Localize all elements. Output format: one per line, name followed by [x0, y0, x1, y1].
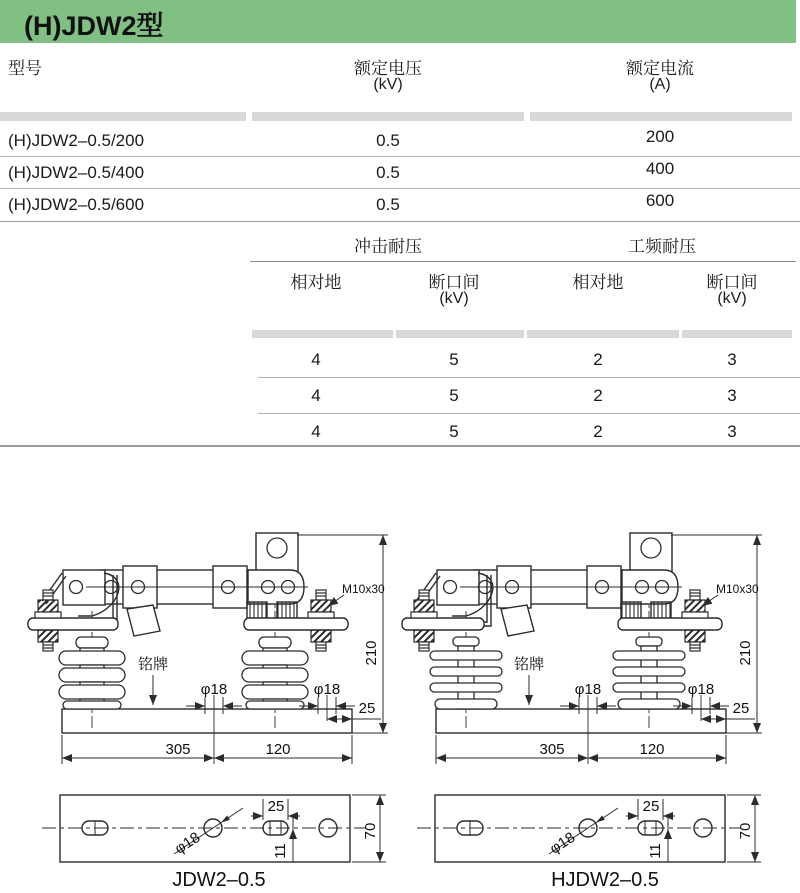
- dim-holes-label: 120: [265, 741, 291, 758]
- dim-hole-dia-label: φ18: [171, 828, 204, 858]
- page-title: (H)JDW2型: [24, 11, 164, 41]
- model-cell: (H)JDW2–0.5/200: [8, 131, 145, 150]
- group-header-impulse: 冲击耐压: [354, 237, 422, 256]
- dim-edge-label: 25: [358, 700, 376, 717]
- drawing-caption-hjdw2: HJDW2–0.5: [551, 869, 659, 891]
- dim-height-label: 210: [737, 640, 754, 666]
- col-header-voltage: 额定电压: [354, 59, 422, 78]
- bolt-spec-label: M10x30: [342, 582, 385, 596]
- dim-hole-dia-label: φ18: [687, 681, 715, 698]
- header-band: [396, 330, 524, 338]
- group-header-power-freq: 工频耐压: [628, 237, 696, 256]
- row-divider: [258, 377, 800, 378]
- nameplate-label: 铭牌: [137, 656, 169, 673]
- dim-offset-label: 11: [272, 843, 289, 859]
- dim-span-label: 305: [539, 741, 565, 758]
- header-band: [530, 112, 792, 121]
- dim-slot-label: 25: [642, 798, 660, 815]
- col-header-voltage-unit: (kV): [373, 76, 403, 93]
- value-cell: 3: [727, 350, 737, 369]
- drawing-jdw2-front-view: [0, 525, 400, 785]
- drawing-hjdw2-front-view: [400, 525, 800, 785]
- sub-header: 断口间: [706, 273, 758, 292]
- dim-hole-dia-label: φ18: [313, 681, 341, 698]
- voltage-cell: 0.5: [376, 131, 400, 150]
- col-header-current-unit: (A): [649, 76, 671, 93]
- base-plate: [62, 709, 352, 733]
- col-header-current: 额定电流: [626, 59, 694, 78]
- drawing-jdw2-base-view: [0, 785, 400, 893]
- nameplate-label: 铭牌: [513, 656, 545, 673]
- sub-header: 断口间: [428, 273, 480, 292]
- model-cell: (H)JDW2–0.5/600: [8, 195, 145, 214]
- table-divider: [0, 221, 800, 222]
- header-band: [252, 330, 393, 338]
- dim-offset-label: 11: [647, 843, 664, 859]
- value-cell: 5: [449, 386, 459, 405]
- current-cell: 200: [645, 127, 675, 146]
- bolt-spec-label: M10x30: [716, 582, 759, 596]
- value-cell: 4: [311, 350, 321, 369]
- header-band: [682, 330, 792, 338]
- base-plate: [436, 709, 726, 733]
- voltage-cell: 0.5: [376, 163, 400, 182]
- dim-slot-label: 25: [267, 798, 285, 815]
- dim-holes-label: 120: [639, 741, 665, 758]
- insulator: [613, 637, 685, 709]
- switch-body: [402, 533, 722, 636]
- base-plan: [42, 795, 366, 862]
- sub-header-unit: (kV): [717, 290, 747, 307]
- model-cell: (H)JDW2–0.5/400: [8, 163, 145, 182]
- col-header-model: 型号: [8, 59, 42, 78]
- value-cell: 3: [727, 386, 737, 405]
- drawing-caption-jdw2: JDW2–0.5: [172, 869, 266, 891]
- value-cell: 4: [311, 422, 321, 441]
- voltage-cell: 0.5: [376, 195, 400, 214]
- dim-width-label: 70: [737, 822, 754, 840]
- switch-body: [28, 533, 348, 636]
- dim-width-label: 70: [362, 822, 379, 840]
- insulator: [59, 637, 125, 709]
- value-cell: 2: [593, 422, 603, 441]
- base-plan: [417, 795, 741, 862]
- current-cell: 400: [645, 159, 675, 178]
- value-cell: 2: [593, 350, 603, 369]
- insulator: [430, 637, 502, 709]
- dim-hole-dia-label: φ18: [574, 681, 602, 698]
- dim-edge-label: 25: [732, 700, 750, 717]
- row-divider: [258, 413, 800, 414]
- current-cell: 600: [645, 191, 675, 210]
- value-cell: 5: [449, 350, 459, 369]
- header-band: [252, 112, 524, 121]
- value-cell: 2: [593, 386, 603, 405]
- sub-header-unit: (kV): [439, 290, 469, 307]
- sub-header: 相对地: [290, 273, 342, 292]
- insulator: [242, 637, 308, 709]
- value-cell: 5: [449, 422, 459, 441]
- dim-hole-dia-label: φ18: [546, 828, 579, 858]
- group-underline: [250, 261, 796, 262]
- value-cell: 4: [311, 386, 321, 405]
- drawing-hjdw2-base-view: [400, 785, 800, 893]
- dim-hole-dia-label: φ18: [200, 681, 228, 698]
- dim-span-label: 305: [165, 741, 191, 758]
- header-band: [527, 330, 679, 338]
- dim-height-label: 210: [363, 640, 380, 666]
- sub-header: 相对地: [572, 273, 624, 292]
- value-cell: 3: [727, 422, 737, 441]
- table-bottom-line: [0, 445, 800, 447]
- header-band: [0, 112, 246, 121]
